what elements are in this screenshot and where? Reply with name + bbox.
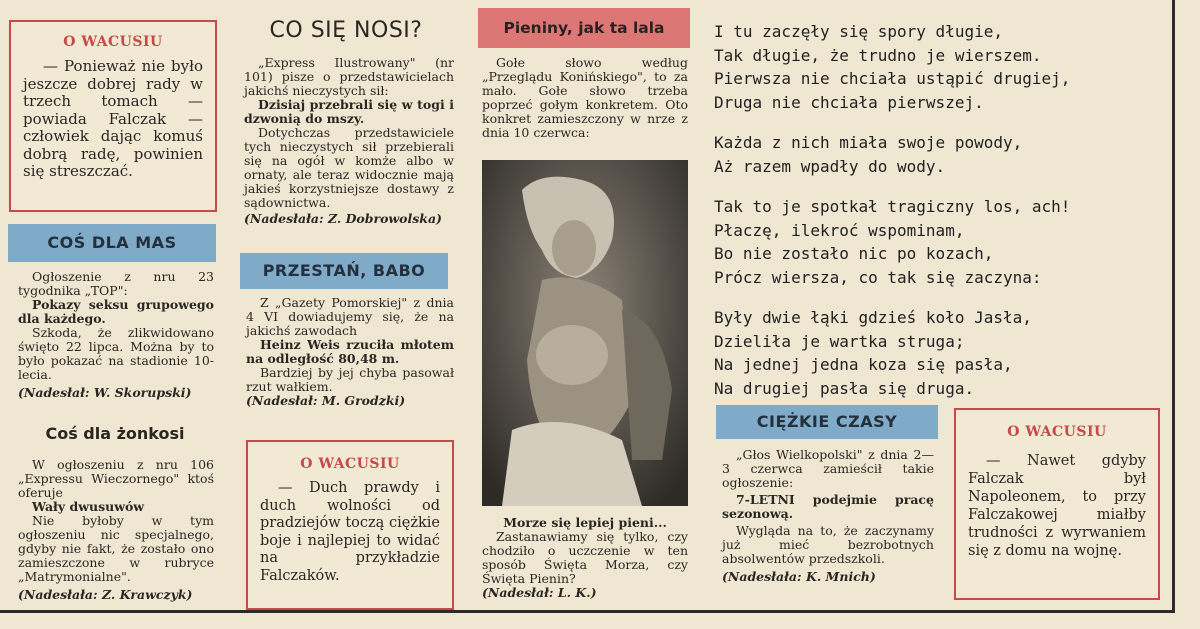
article-quote: Heinz Weis rzuciła młotem na odległość 80,48 m.: [246, 337, 454, 366]
poem: [714, 20, 1154, 417]
wacusiu-box-mid: [246, 440, 454, 610]
article-lead: „Głos Wielkopolski" z dnia 2—3 czerwca zamieścił takie ogłoszenie:: [722, 447, 934, 490]
poem-stanza: [714, 195, 1154, 289]
poem-line: Płaczę, ilekroć wspominam,: [714, 220, 965, 240]
poem-line: Były dwie łąki gdzieś koło Jasła,: [714, 308, 1032, 327]
wacusiu-text: — Nawet gdyby Falczak był Napoleonem, to przy Falczakowej miałby trudności z wyrwaniem się z domu na wojnę.: [968, 453, 1146, 559]
poem-line: Na jednej jedna koza się pasła,: [714, 355, 1013, 374]
article-quote: Wały dwusuwów: [32, 499, 145, 514]
article-body: Wygląda na to, że zaczynamy już mieć bezrobotnych absolwentów przedszkoli.: [722, 523, 934, 566]
photo-caption: Morze się lepiej pieni...: [503, 515, 667, 530]
article-signature: (Nadesłał: L. K.): [482, 585, 597, 600]
poem-stanza: [714, 306, 1154, 400]
article-lead: Ogłoszenie z nru 23 tygodnika „TOP":: [18, 269, 214, 298]
wacusiu-title: O WACUSIU: [63, 34, 163, 50]
article-body: Nie byłoby w tym ogłoszeniu nic specjalnego, gdyby nie fakt, że zostało ono zamieszczone w rubryce „Matrymonialne".: [18, 513, 214, 584]
article-body: Zastanawiamy się tylko, czy chodziło o uczczenie w ten sposób Święta Morza, czy Święta Pienin?: [482, 529, 688, 586]
article-signature: (Nadesłał: M. Grodzki): [246, 393, 406, 408]
poem-line: I tu zaczęły się spory długie,: [714, 22, 1003, 41]
wacusiu-title: O WACUSIU: [1007, 424, 1107, 440]
wacusiu-text: — Ponieważ nie było jeszcze dobrej rady w trzech tomach — powiada Falczak — człowiek dając komuś dobrą radę, powinien się streszczać.: [23, 57, 203, 180]
article-body: Dotychczas przedstawiciele tych nieczystych sił przebierali się na ogół w komże albo w ornaty, ale teraz widocznie mają jakieś korzystniejsze dostawy z sądownictwa.: [244, 125, 454, 210]
article-signature: (Nadesłała: K. Mnich): [722, 569, 876, 584]
section-heading-ciezkie-czasy: CIĘŻKIE CZASY: [716, 405, 938, 439]
poem-line: Aż razem wpadły do wody.: [714, 156, 946, 176]
poem-stanza: [714, 20, 1154, 114]
right-border-rule: [1172, 0, 1175, 612]
poem-line: Pierwsza nie chciała ustąpić drugiej,: [714, 69, 1071, 88]
article-lead: W ogłoszeniu z nru 106 „Expressu Wieczornego" ktoś oferuje: [18, 457, 214, 500]
article-lead: „Express Ilustrowany" (nr 101) pisze o przedstawicielach jakichś nieczystych sił:: [244, 55, 454, 98]
poem-line: Tak długie, że trudno je wierszem.: [714, 45, 1042, 65]
poem-line: Tak to je spotkał tragiczny los, ach!: [714, 197, 1071, 216]
poem-line: Każda z nich miała swoje powody,: [714, 133, 1023, 152]
article-ciezkie-czasy: [722, 448, 934, 584]
section-heading-przestan-babo: PRZESTAŃ, BABO: [240, 253, 448, 289]
article-quote: Pokazy seksu grupowego dla każdego.: [18, 297, 214, 326]
section-heading-zonkosi: Coś dla żonkosi: [45, 424, 185, 443]
article-signature: (Nadesłała: Z. Krawczyk): [18, 587, 193, 602]
photo: [482, 160, 688, 506]
poem-line: Bo nie zostało nic po kozach,: [714, 244, 994, 263]
section-heading-pieniny: Pieniny, jak ta lala: [478, 8, 690, 48]
article-signature: (Nadesłała: Z. Dobrowolska): [244, 211, 442, 226]
article-body: Bardziej by jej chyba pasował rzut wałkiem.: [246, 365, 454, 394]
photo-image: [482, 160, 688, 506]
poem-stanza: [714, 131, 1154, 178]
section-heading-cos-dla-mas: COŚ DLA MAS: [8, 224, 216, 262]
poem-line: Na drugiej pasła się druga.: [714, 378, 975, 398]
article-lead: Gołe słowo według „Przeglądu Konińskiego", to za mało. Gołe słowo trzeba poprzeć gołym konkretem. Oto konkret zamieszczony w nrze z dnia 10 czerwca:: [482, 55, 688, 140]
wacusiu-title: O WACUSIU: [300, 456, 400, 472]
wacusiu-text: — Duch prawdy i duch wolności od pradziejów toczą ciężkie boje i najlepiej to widać na przykładzie Falczaków.: [260, 480, 440, 584]
article-pieniny-lead: [482, 56, 688, 140]
article-signature: (Nadesłał: W. Skorupski): [18, 385, 192, 400]
article-pieniny-body: [482, 516, 688, 600]
article-przestan-babo: [246, 296, 454, 408]
article-quote: 7-LETNI podejmie pracę sezonową.: [722, 492, 934, 521]
wacusiu-box-top: [9, 20, 217, 212]
article-co-sie-nosi: [244, 56, 454, 226]
bottom-border-rule: [0, 610, 1175, 613]
article-quote: Dzisiaj przebrali się w togi i dzwonią do mszy.: [244, 97, 454, 126]
article-lead: Z „Gazety Pomorskiej" z dnia 4 VI dowiadujemy się, że na jakichś zawodach: [246, 295, 454, 338]
wacusiu-box-right: [954, 408, 1160, 600]
section-heading-co-sie-nosi: CO SIĘ NOSI?: [269, 18, 423, 43]
article-body: Szkoda, że zlikwidowano święto 22 lipca. Można by to było pokazać na stadionie 10-lecia.: [18, 325, 214, 382]
poem-line: Druga nie chciała pierwszej.: [714, 92, 984, 112]
poem-line: Dzieliła je wartka struga;: [714, 331, 965, 351]
article-cos-dla-mas: [18, 270, 214, 400]
article-zonkosi: [18, 458, 214, 602]
poem-line: Prócz wiersza, co tak się zaczyna:: [714, 267, 1042, 287]
